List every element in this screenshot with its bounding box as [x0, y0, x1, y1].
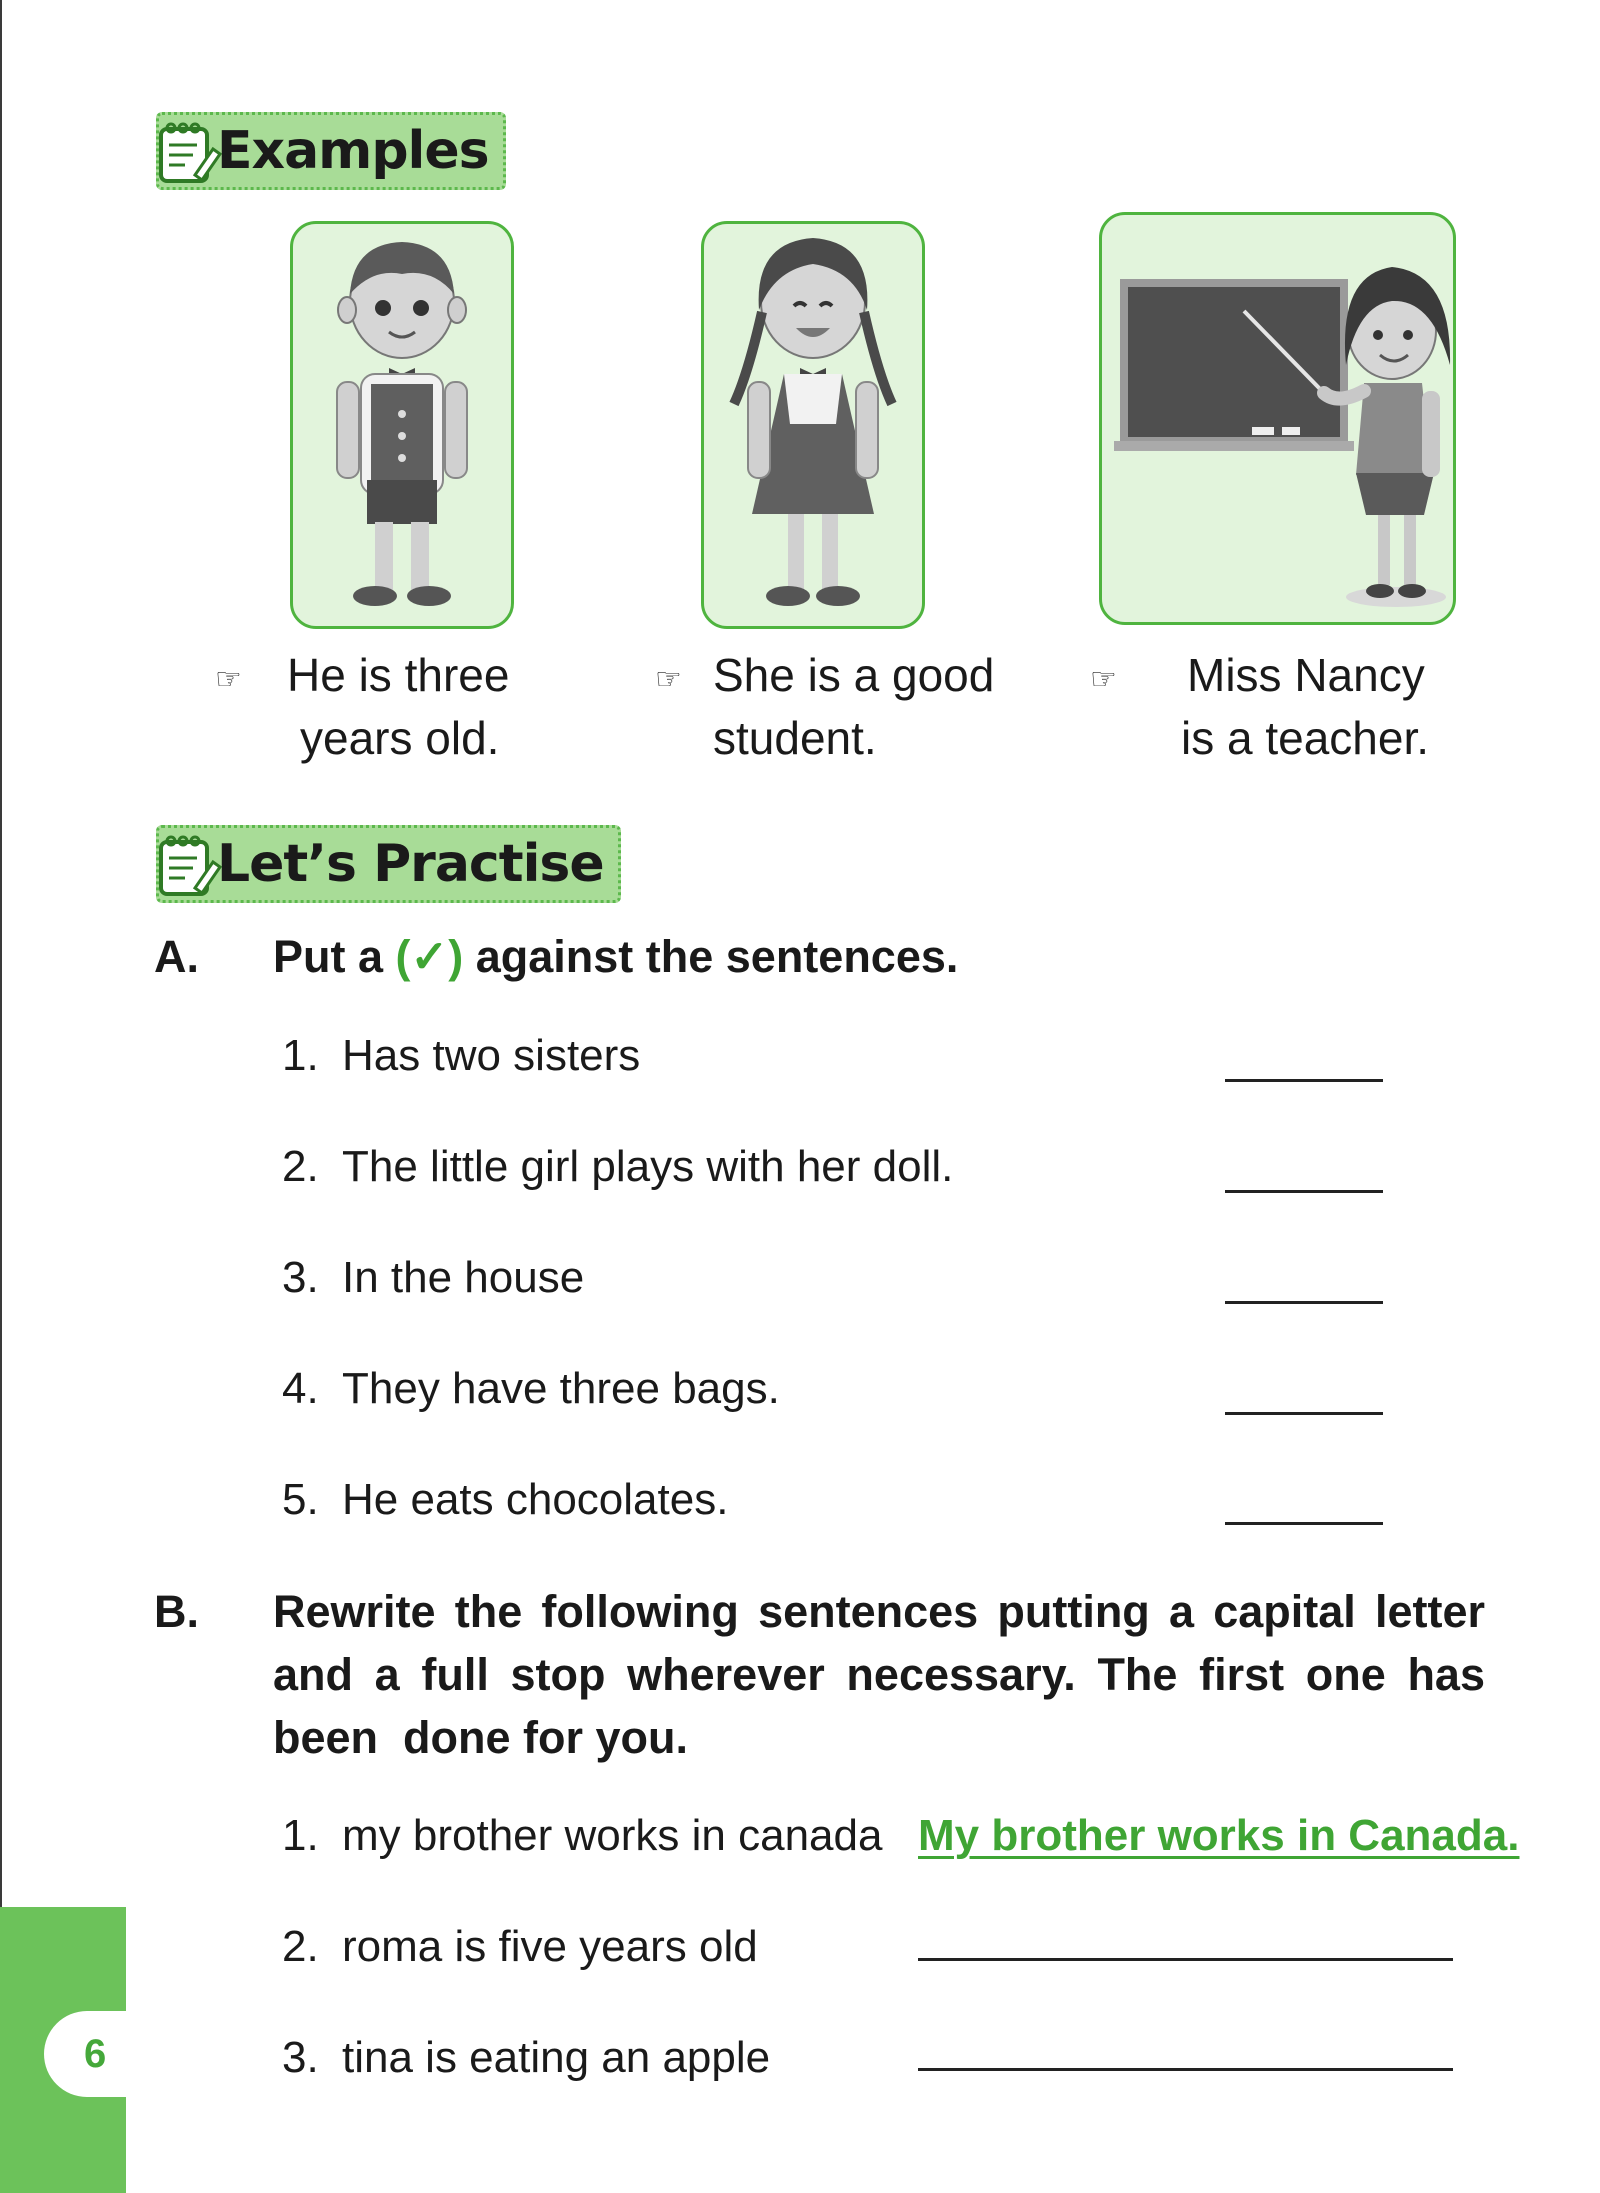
section-a-item	[282, 1253, 584, 1303]
caption-teacher-line1: Miss Nancy	[1187, 649, 1425, 701]
section-b-instruction-line3: been done for you.	[273, 1712, 689, 1763]
section-b-item	[282, 2033, 770, 2083]
caption-girl-line2: student.	[713, 712, 877, 764]
practise-heading	[156, 825, 621, 903]
item-text: my brother works in canada	[342, 1811, 883, 1860]
section-a-item	[282, 1475, 728, 1525]
tick-answer-blank[interactable]	[1225, 1522, 1383, 1525]
item-number: 3.	[282, 1253, 319, 1302]
section-a-instruction-end: against the sentences.	[463, 931, 959, 982]
caption-girl-line1: She is a good	[713, 649, 995, 701]
examples-heading-label: Examples	[217, 121, 489, 181]
item-number: 1.	[282, 1811, 319, 1860]
item-number: 4.	[282, 1364, 319, 1413]
tick-answer-blank[interactable]	[1225, 1412, 1383, 1415]
caption-teacher-line2: is a teacher.	[1181, 712, 1430, 764]
section-a-instruction	[273, 925, 958, 988]
pointing-hand-icon: ☞	[655, 663, 682, 696]
tick-answer-blank[interactable]	[1225, 1190, 1383, 1193]
girl-picture-card	[701, 221, 925, 629]
item-text: roma is five years old	[342, 1922, 758, 1971]
notepad-pencil-icon	[155, 832, 225, 902]
pointing-hand-icon: ☞	[1090, 663, 1117, 696]
section-b-instruction-line2: and a full stop wherever necessary. The first one has	[273, 1649, 1485, 1700]
caption-boy-line2: years old.	[300, 712, 500, 764]
item-number: 2.	[282, 1142, 319, 1191]
girl-illustration	[704, 224, 922, 626]
teacher-illustration	[1102, 215, 1453, 622]
item-number: 2.	[282, 1922, 319, 1971]
practise-badge	[156, 825, 621, 903]
tick-answer-blank[interactable]	[1225, 1301, 1383, 1304]
section-b-item	[282, 1811, 882, 1861]
item-text: tina is eating an apple	[342, 2033, 771, 2082]
item-number: 5.	[282, 1475, 319, 1524]
notepad-pencil-icon	[155, 119, 225, 189]
item-number: 3.	[282, 2033, 319, 2082]
teacher-picture-card	[1099, 212, 1456, 625]
page-left-border	[0, 0, 2, 2193]
section-a-item	[282, 1031, 640, 1081]
examples-badge	[156, 112, 506, 190]
tick-answer-blank[interactable]	[1225, 1079, 1383, 1082]
caption-girl	[655, 644, 1015, 770]
section-b-instruction	[273, 1580, 1485, 1769]
item-text: In the house	[342, 1253, 585, 1302]
section-a-instruction-start: Put a	[273, 931, 396, 982]
item-text: The little girl plays with her doll.	[342, 1142, 954, 1191]
section-b-item	[282, 1922, 758, 1972]
section-a-item	[282, 1364, 780, 1414]
section-b-instruction-line1: Rewrite the following sentences putting a capital letter	[273, 1586, 1485, 1637]
pointing-hand-icon: ☞	[215, 663, 242, 696]
boy-picture-card	[290, 221, 514, 629]
section-a-letter: A.	[154, 931, 199, 982]
page-number: 6	[44, 2011, 132, 2097]
item-number: 1.	[282, 1031, 319, 1080]
caption-boy	[215, 644, 545, 770]
rewrite-answer-blank[interactable]	[918, 2068, 1453, 2071]
section-b-letter: B.	[154, 1586, 199, 1637]
section-a-item	[282, 1142, 953, 1192]
caption-teacher	[1090, 644, 1490, 770]
tick-mark: (✓)	[395, 931, 464, 982]
practise-heading-label: Let’s Practise	[217, 834, 604, 894]
example-answer: My brother works in Canada.	[918, 1811, 1520, 1860]
boy-illustration	[293, 224, 511, 626]
item-text: They have three bags.	[342, 1364, 780, 1413]
item-text: He eats chocolates.	[342, 1475, 729, 1524]
caption-boy-line1: He is three	[287, 649, 510, 701]
item-text: Has two sisters	[342, 1031, 641, 1080]
rewrite-answer-blank[interactable]	[918, 1958, 1453, 1961]
examples-heading	[156, 112, 506, 190]
